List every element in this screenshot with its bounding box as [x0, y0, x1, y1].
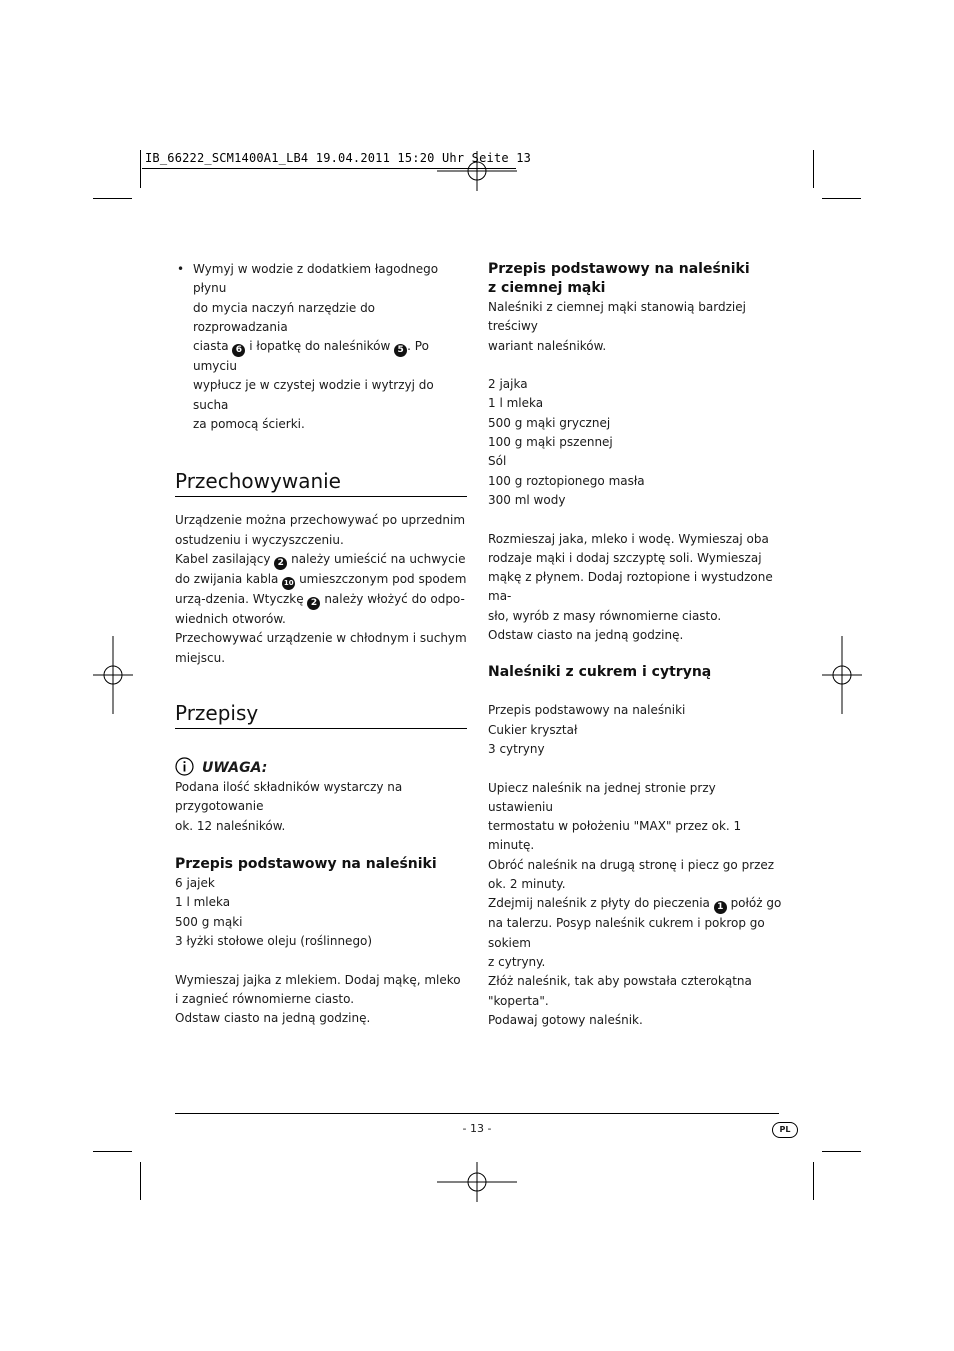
right-column: [488, 260, 783, 1030]
ingredient: 3 cytryny: [488, 741, 545, 756]
recipe-title-basic: Przepis podstawowy na naleśniki: [175, 856, 437, 873]
storage-line: do zwijania kabla 10 umieszczonym pod spodem: [175, 570, 467, 590]
method-line: rodzaje mąki i dodaj szczyptę soli. Wymieszaj: [488, 550, 762, 565]
section-title-storage: Przechowywanie: [175, 468, 467, 497]
step-line: Złóż naleśnik, tak aby powstała czterokątna "koperta".: [488, 974, 752, 1008]
print-slug: IB_66222_SCM1400A1_LB4 19.04.2011 15:20 Uhr Seite 13: [145, 151, 532, 165]
ingredient: Przepis podstawowy na naleśniki: [488, 703, 686, 718]
part-number-badge: 5: [394, 344, 407, 357]
storage-line: Przechowywać urządzenie w chłodnym i suchym: [175, 631, 467, 646]
storage-line: Urządzenie można przechowywać po uprzednim: [175, 513, 466, 528]
cleaning-line: ciasta 6 i łopatkę do naleśników 5 . Po umyciu: [193, 339, 429, 374]
method-line: mąkę z płynem. Dodaj roztopione i wystudzone ma-: [488, 570, 773, 604]
part-number-badge: 6: [232, 344, 245, 357]
cleaning-line: za pomocą ścierki.: [193, 417, 305, 432]
left-column: [175, 260, 467, 1028]
step-line: ok. 2 minuty.: [488, 877, 566, 892]
step-line: Obróć naleśnik na drugą stronę i piecz go przez: [488, 857, 775, 872]
desc-line: Naleśniki z ciemnej mąki stanowią bardziej treściwy: [488, 300, 746, 334]
storage-line: wiednich otworów.: [175, 611, 286, 626]
cleaning-line: wypłucz je w czystej wodzie i wytrzyj do sucha: [193, 378, 434, 412]
registration-mark-bottom: [437, 1162, 517, 1202]
method-line: sło, wyrób z masy równomierne ciasto.: [488, 608, 722, 623]
step-line: Upiecz naleśnik na jednej stronie przy ustawieniu: [488, 780, 716, 814]
cleaning-line: Wymyj w wodzie z dodatkiem łagodnego płynu: [193, 262, 439, 296]
ingredient: Sól: [488, 454, 507, 469]
info-icon: [175, 757, 194, 776]
recipe-title-lemon: Naleśniki z cukrem i cytryną: [488, 664, 712, 681]
recipe-title-dark-line2: z ciemnej mąki: [488, 280, 606, 296]
step-line: Zdejmij naleśnik z płyty do pieczenia 1 połóż go: [488, 896, 782, 913]
step-line: na talerzu. Posyp naleśnik cukrem i pokrop go sokiem: [488, 916, 765, 950]
ingredient: 300 ml wody: [488, 492, 566, 507]
part-number-badge: 10: [282, 577, 295, 590]
step-line: termostatu w położeniu "MAX" przez ok. 1 minutę.: [488, 819, 742, 853]
method-line: i zagnieć równomierne ciasto.: [175, 991, 355, 1006]
cleaning-bullet: [175, 260, 467, 434]
ingredient: 500 g mąki: [175, 914, 243, 929]
ingredient: 1 l mleka: [488, 396, 544, 411]
recipe-title-dark-line1: Przepis podstawowy na naleśniki: [488, 261, 750, 277]
registration-mark-left: [93, 636, 133, 714]
footer-rule: [175, 1113, 779, 1114]
note-line: ok. 12 naleśników.: [175, 818, 286, 833]
warning-label: UWAGA:: [202, 759, 268, 776]
ingredient: 500 g mąki grycznej: [488, 415, 611, 430]
part-number-badge: 2: [307, 597, 320, 610]
slug-underline: [142, 168, 516, 169]
storage-line: urzą-dzenia. Wtyczkę 2 należy włożyć do odpo-: [175, 591, 465, 608]
ingredient: 3 łyżki stołowe oleju (roślinnego): [175, 933, 373, 948]
ingredient: Cukier kryształ: [488, 722, 578, 737]
method-line: Odstaw ciasto na jedną godzinę.: [175, 1011, 371, 1026]
ingredient: 2 jajka: [488, 377, 528, 392]
step-line: z cytryny.: [488, 954, 546, 969]
desc-line: wariant naleśników.: [488, 338, 607, 353]
part-number-badge: 1: [714, 901, 727, 914]
method-line: Odstaw ciasto na jedną godzinę.: [488, 628, 684, 643]
cleaning-line: do mycia naczyń narzędzie do rozprowadzania: [193, 300, 376, 334]
registration-mark-right: [822, 636, 862, 714]
part-number-badge: 2: [274, 557, 287, 570]
method-line: Wymieszaj jajka z mlekiem. Dodaj mąkę, mleko: [175, 972, 461, 987]
storage-line: Kabel zasilający 2 należy umieścić na uchwycie: [175, 551, 466, 568]
note-line: Podana ilość składników wystarczy na przygotowanie: [175, 780, 403, 814]
section-title-recipes: Przepisy: [175, 700, 467, 729]
ingredient: 100 g mąki pszennej: [488, 435, 613, 450]
warning-heading: [175, 757, 467, 778]
method-line: Rozmieszaj jaka, mleko i wodę. Wymieszaj oba: [488, 531, 769, 546]
storage-line: miejscu.: [175, 650, 226, 665]
ingredient: 100 g roztopionego masła: [488, 473, 645, 488]
language-badge: PL: [772, 1122, 798, 1138]
page-number: - 13 -: [462, 1122, 492, 1135]
storage-line: ostudzeniu i wyczyszczeniu.: [175, 532, 344, 547]
ingredient: 6 jajek: [175, 876, 215, 891]
ingredient: 1 l mleka: [175, 895, 231, 910]
bullet-dot: •: [177, 262, 185, 276]
step-line: Podawaj gotowy naleśnik.: [488, 1012, 643, 1027]
